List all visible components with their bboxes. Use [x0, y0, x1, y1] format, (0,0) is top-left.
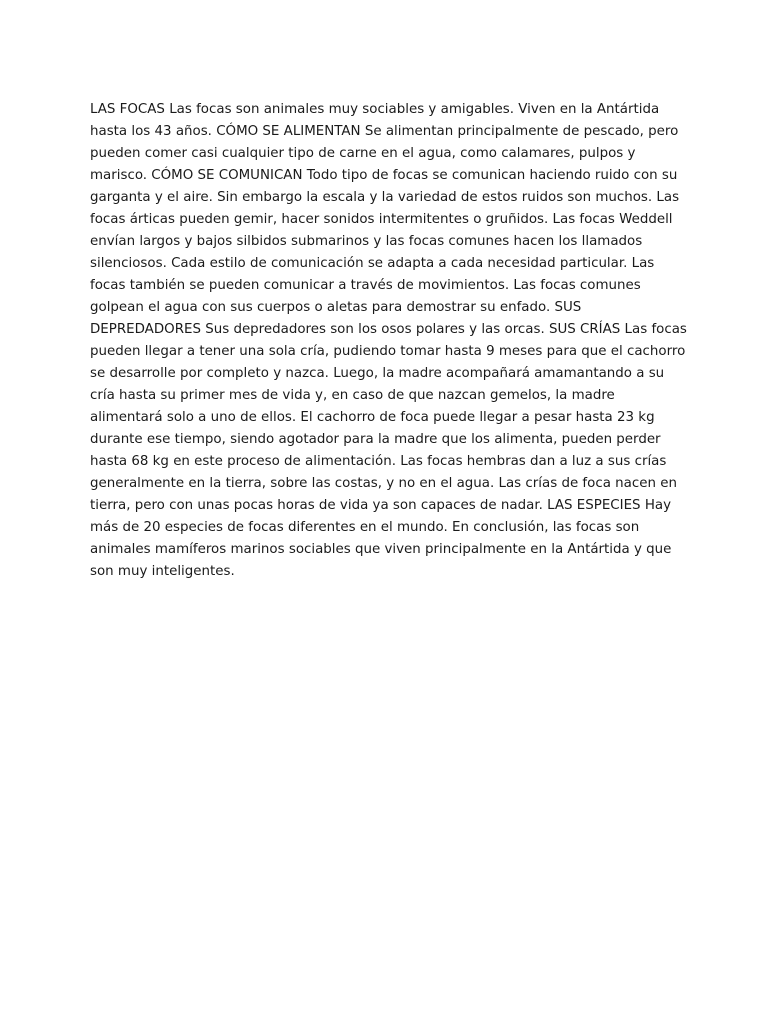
body-paragraph: LAS FOCAS Las focas son animales muy sociables y amigables. Viven en la Antártida hasta los 43 años. CÓMO SE ALIMENTAN Se alimentan principalmente de pescado, pero pueden comer casi cualquier tipo de carne en el agua, como calamares, pulpos y marisco. CÓMO SE COMUNICAN Todo tipo de focas se comunican haciendo ruido con su garganta y el aire. Sin embargo la escala y la variedad de estos ruidos son muchos. Las focas árticas pueden gemir, hacer sonidos intermitentes o gruñidos. Las focas Weddell envían largos y bajos silbidos submarinos y las focas comunes hacen los llamados silenciosos. Cada estilo de comunicación se adapta a cada necesidad particular. Las focas también se pueden comunicar a través de movimientos. Las focas comunes golpean el agua con sus cuerpos o aletas para demostrar su enfado. SUS DEPREDADORES Sus depredadores son los osos polares y las orcas. SUS CRÍAS Las focas pueden llegar a tener una sola cría, pudiendo tomar hasta 9 meses para que el cachorro se desarrolle por completo y nazca. Luego, la madre acompañará amamantando a su cría hasta su primer mes de vida y, en caso de que nazcan gemelos, la madre alimentará solo a uno de ellos. El cachorro de foca puede llegar a pesar hasta 23 kg durante ese tiempo, siendo agotador para la madre que los alimenta, pueden perder hasta 68 kg en este proceso de alimentación. Las focas hembras dan a luz a sus crías generalmente en la tierra, sobre las costas, y no en el agua. Las crías de foca nacen en tierra, pero con unas pocas horas de vida ya son capaces de nadar. LAS ESPECIES Hay más de 20 especies de focas diferentes en el mundo. En conclusión, las focas son animales mamíferos marinos sociables que viven principalmente en la Antártida y que son muy inteligentes.	[90, 102, 687, 579]
